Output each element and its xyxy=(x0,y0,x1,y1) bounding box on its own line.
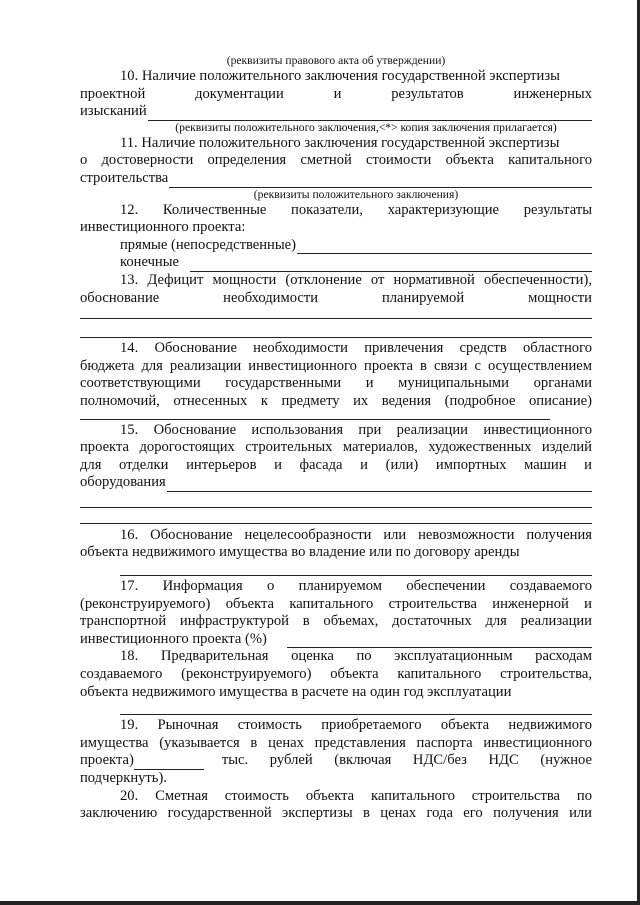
item-10-line-1: 10. Наличие положительного заключения государственной экспертизы xyxy=(120,68,560,84)
item-16-line-2: объекта недвижимого имущества во владение или по договору аренды xyxy=(80,544,520,561)
item-12-direct-label: прямые (непосредственные) xyxy=(120,236,296,253)
item-15-blank-3[interactable] xyxy=(80,522,592,524)
item-11-line-1: 11. Наличие положительного заключения государственной экспертизы xyxy=(120,134,560,151)
item-20-line-1: 20. Сметная стоимость объекта капитального строительства по xyxy=(120,787,592,804)
item-13-line-1: 13. Дефицит мощности (отклонение от нормативной обеспеченности), xyxy=(120,271,592,288)
item-18-line-2: создаваемого (реконструируемого) объекта капитального строительства, xyxy=(80,666,592,683)
item-15-blank-1[interactable] xyxy=(167,478,592,492)
item-16-blank[interactable] xyxy=(120,574,592,576)
item-16-line-1: 16. Обоснование нецелесообразности или невозможности получения xyxy=(120,526,592,543)
item-17-line-4 xyxy=(80,631,592,649)
item-10-label: изысканий xyxy=(80,103,147,120)
item-13-blank-1[interactable] xyxy=(80,317,592,319)
item-14-blank[interactable] xyxy=(80,418,550,420)
item-12-direct-row xyxy=(80,237,592,255)
item-19-value-text: тыс. рублей (включая НДС/без НДС (нужное xyxy=(221,752,592,769)
item-11-label: строительства xyxy=(80,169,169,186)
item-12-line-2: инвестиционного проекта: xyxy=(80,219,246,236)
item-19-line-2: имущества (указывается в ценах представления паспорта инвестиционного xyxy=(80,734,592,751)
item-20-line-2: заключению государственной экспертизы в ценах года его получения или xyxy=(80,805,592,822)
item-15-line-1: 15. Обоснование использования при реализации инвестиционного xyxy=(120,421,592,438)
scan-edge-bottom xyxy=(0,901,640,905)
item-18-line-3: объекта недвижимого имущества в расчете на один год эксплуатации xyxy=(80,683,512,700)
item-12-final-row xyxy=(80,254,592,272)
item-17-line-1: 17. Информация о планируемом обеспечении создаваемого xyxy=(120,578,592,595)
item-10-note: (реквизиты положительного заключения,<*> копия заключения прилагается) xyxy=(175,120,557,134)
document-body xyxy=(80,54,592,823)
item-15-label: оборудования xyxy=(80,474,166,491)
item-11-blank[interactable] xyxy=(169,174,592,188)
item-15-line-3: для отделки интерьеров и фасада и (или) импортных машин и xyxy=(80,456,592,473)
item-13-line-2: обоснование необходимости планируемой мощности xyxy=(80,289,592,306)
item-19-line-4: подчеркнуть). xyxy=(80,770,167,786)
item-14-line-4: полномочий, отнесенных к предмету их ведения (подробное описание) xyxy=(80,392,592,409)
item-14-line-2: бюджета для реализации инвестиционного проекта в связи с осуществлением xyxy=(80,357,592,374)
item-10-blank[interactable] xyxy=(148,107,592,121)
item-10-line-2: проектной документации и результатов инженерных xyxy=(80,85,592,102)
item-19-label: проекта) xyxy=(80,752,134,769)
item-11-line-3 xyxy=(80,170,592,188)
item-14-line-1: 14. Обоснование необходимости привлечения средств областного xyxy=(120,340,592,357)
item-15-line-2: проекта дорогостоящих строительных материалов, художественных изделий xyxy=(80,439,592,456)
item-11-note: (реквизиты положительного заключения) xyxy=(253,187,459,201)
item-17-line-2: (реконструируемого) объекта капитального строительства инженерной и xyxy=(80,595,592,612)
item-17-label: инвестиционного проекта (%) xyxy=(80,630,267,647)
item-19-line-3 xyxy=(80,752,592,770)
item-18-line-1: 18. Предварительная оценка по эксплуатационным расходам xyxy=(120,648,592,665)
item-13-blank-2[interactable] xyxy=(80,336,592,338)
item-12-final-blank[interactable] xyxy=(190,258,592,272)
item-17-line-3: транспортной инфраструктурой в объемах, достаточных для реализации xyxy=(80,613,592,630)
item-15-line-4 xyxy=(80,474,592,492)
item-10-line-3 xyxy=(80,103,592,121)
item-17-blank[interactable] xyxy=(287,634,592,648)
item-12-final-label: конечные xyxy=(120,254,180,271)
item-18-blank[interactable] xyxy=(120,713,592,715)
item-12-line-1: 12. Количественные показатели, характеризующие результаты xyxy=(120,201,592,218)
item-15-blank-2[interactable] xyxy=(80,506,592,508)
item-19-line-1: 19. Рыночная стоимость приобретаемого объекта недвижимого xyxy=(120,717,592,734)
item-14-line-3: соответствующими государственными и муниципальными органами xyxy=(80,375,592,392)
item-19-blank[interactable] xyxy=(134,756,204,770)
note-act: (реквизиты правового акта об утверждении) xyxy=(226,54,446,67)
item-11-line-2: о достоверности определения сметной стоимости объекта капитального xyxy=(80,152,592,169)
item-12-direct-blank[interactable] xyxy=(297,240,592,254)
